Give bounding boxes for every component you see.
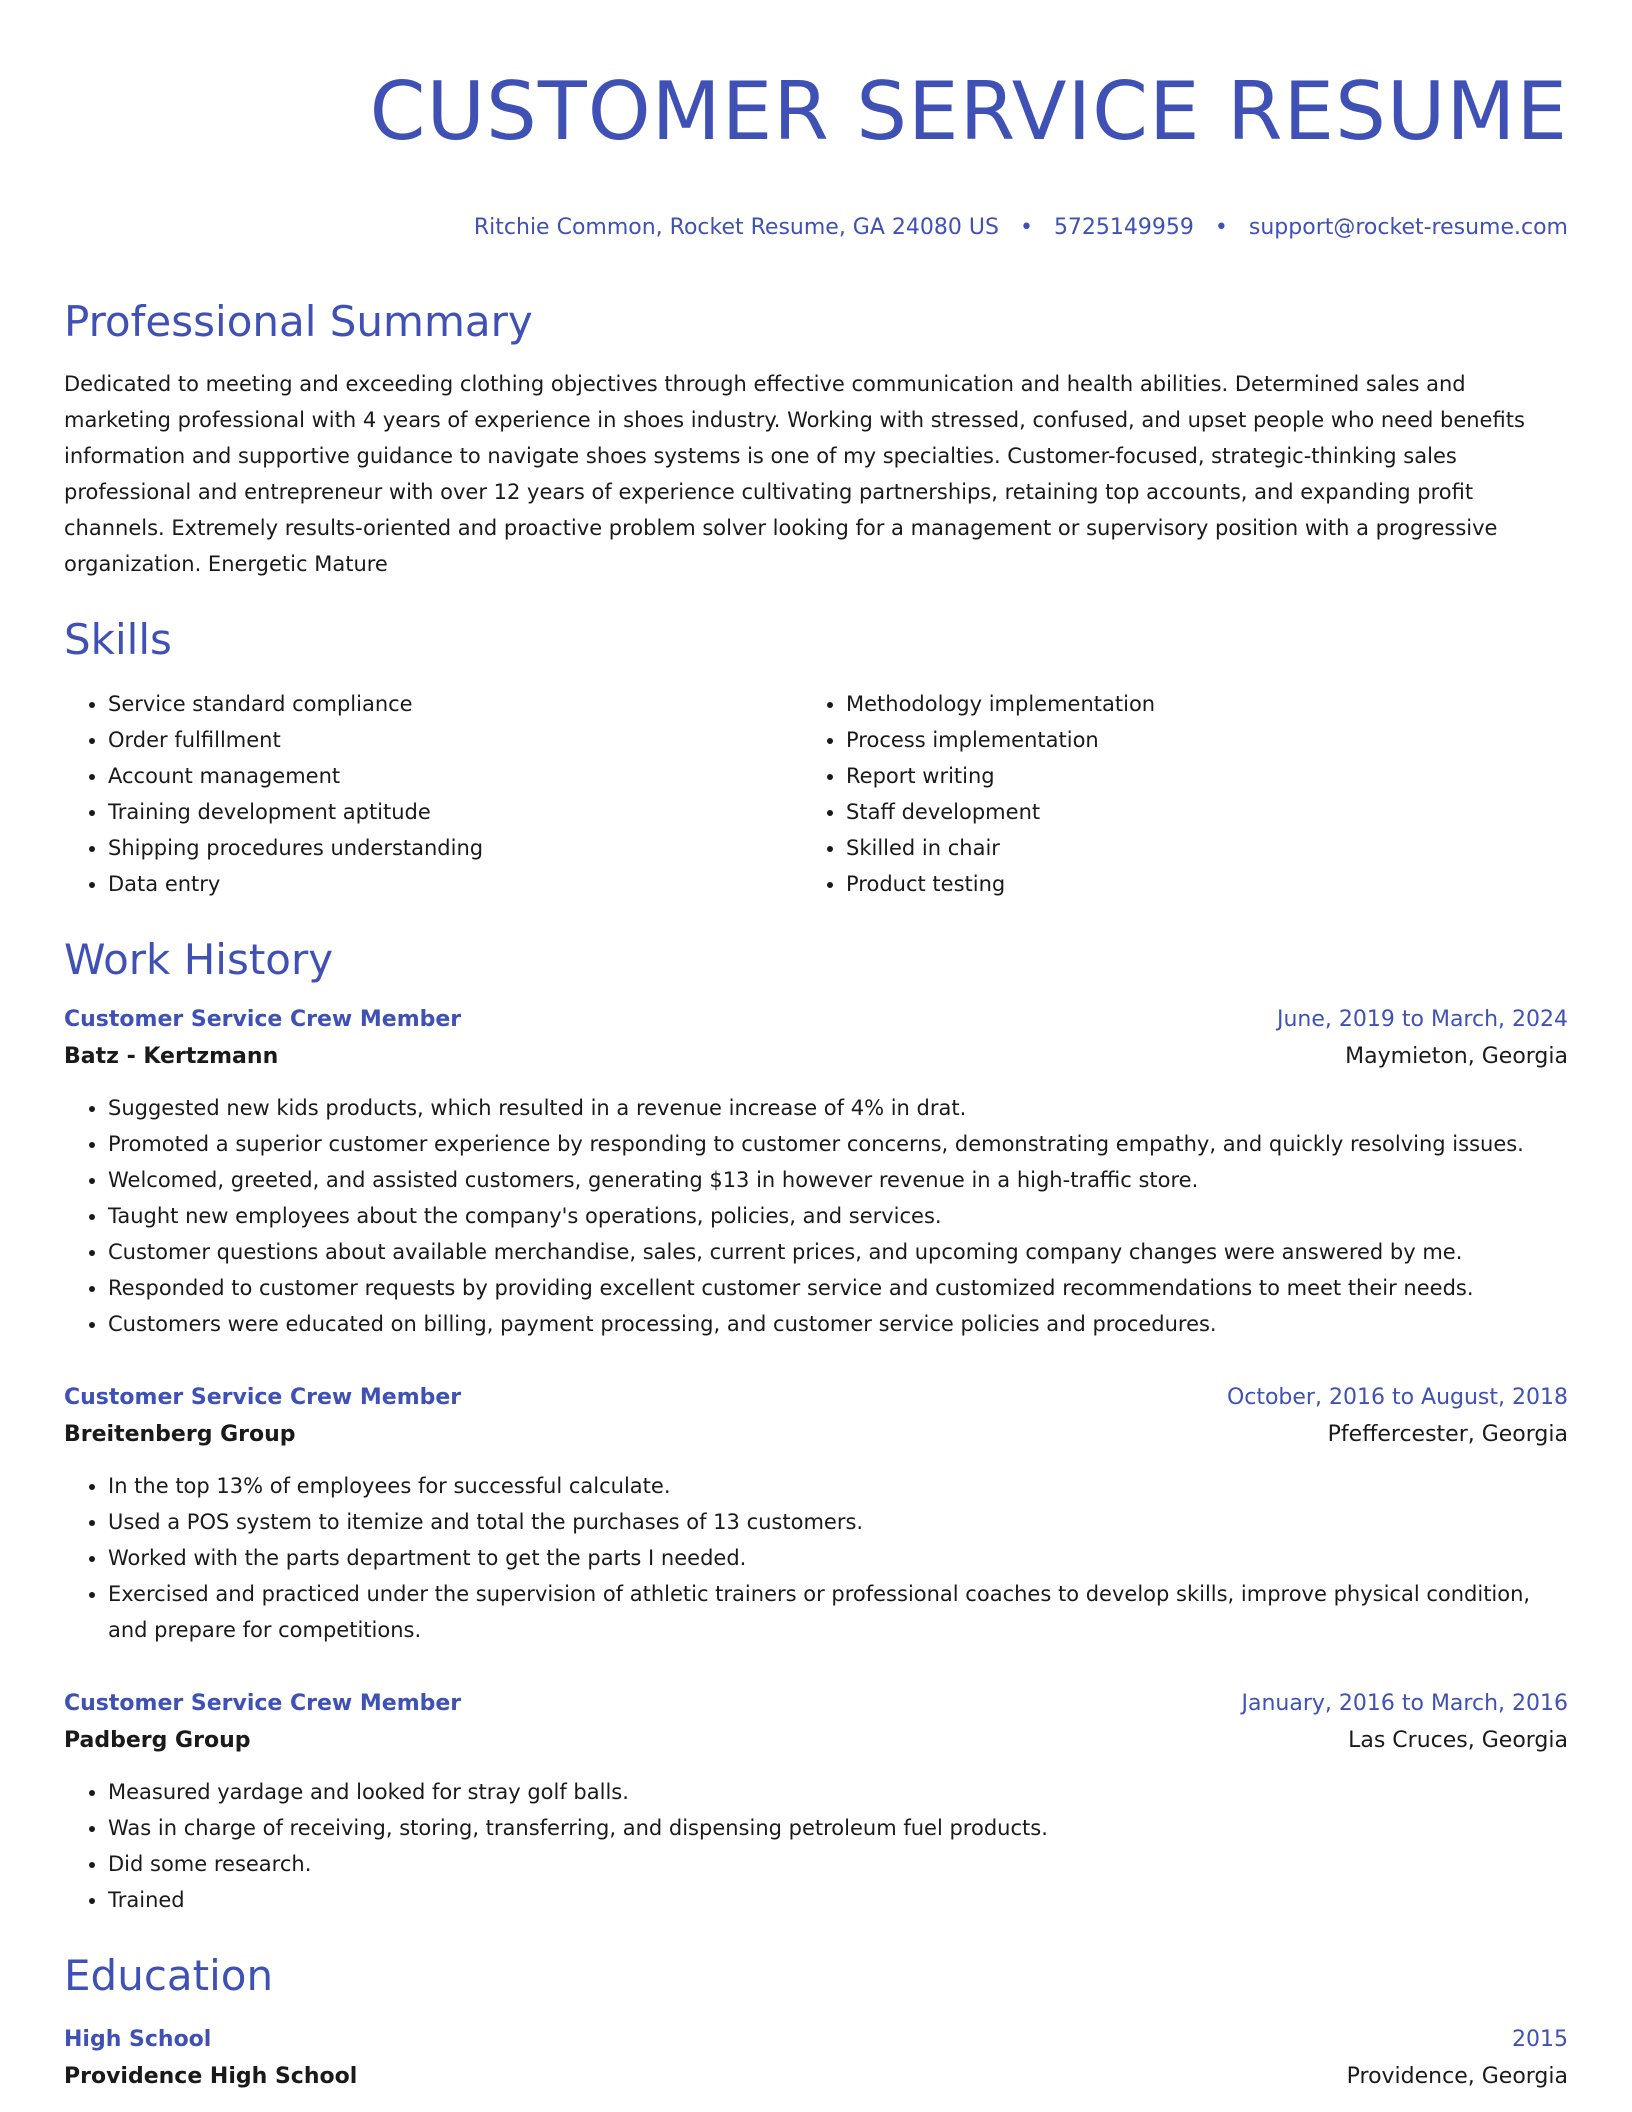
job-bullet: • Did some research. xyxy=(108,1846,1568,1882)
education-location: Providence, Georgia xyxy=(1346,2064,1568,2089)
job-bullet: • Taught new employees about the company's operations, policies, and services. xyxy=(108,1198,1568,1234)
contact-email[interactable]: support@rocket-resume.com xyxy=(1248,215,1568,240)
job-bullets xyxy=(64,1468,1568,1648)
job-bullet: • In the top 13% of employees for successful calculate. xyxy=(108,1468,1568,1504)
job-location: Las Cruces, Georgia xyxy=(1348,1728,1568,1753)
job-title: Customer Service Crew Member xyxy=(64,1007,462,1032)
job-dates: October, 2016 to August, 2018 xyxy=(1226,1385,1568,1410)
job-dates: January, 2016 to March, 2016 xyxy=(1241,1691,1568,1716)
job-bullet: • Trained xyxy=(108,1882,1568,1918)
contact-phone[interactable]: 5725149959 xyxy=(1053,215,1194,240)
skill-item: • Shipping procedures understanding xyxy=(108,830,802,866)
job-title-row xyxy=(64,1002,1568,1038)
job-bullet: • Promoted a superior customer experience by responding to customer concerns, demonstrating empathy, and quickly resolving issues. xyxy=(108,1126,1568,1162)
contact-address: Ritchie Common, Rocket Resume, GA 24080 US xyxy=(473,215,999,240)
section-heading-work: Work History xyxy=(64,935,334,984)
resume-header xyxy=(64,54,1568,242)
job-bullet: • Used a POS system to itemize and total the purchases of 13 customers. xyxy=(108,1504,1568,1540)
skill-item: • Staff development xyxy=(846,794,1540,830)
job-bullet: • Exercised and practiced under the supervision of athletic trainers or professional coaches to develop skills, improve physical condition, and prepare for competitions. xyxy=(108,1576,1568,1648)
job-dates: June, 2019 to March, 2024 xyxy=(1277,1007,1568,1032)
contact-separator: • xyxy=(1019,215,1033,240)
job-company: Batz - Kertzmann xyxy=(64,1044,279,1069)
education-section xyxy=(64,1948,1568,2096)
skills-grid xyxy=(64,686,1568,902)
skill-item: • Account management xyxy=(108,758,802,794)
job-bullet: • Worked with the parts department to get the parts I needed. xyxy=(108,1540,1568,1576)
job-bullet: • Measured yardage and looked for stray golf balls. xyxy=(108,1774,1568,1810)
skills-section xyxy=(64,612,1568,902)
contact-separator: • xyxy=(1214,215,1228,240)
skill-item: • Process implementation xyxy=(846,722,1540,758)
job-entry xyxy=(64,1380,1568,1648)
skill-item: • Product testing xyxy=(846,866,1540,902)
skill-item: • Methodology implementation xyxy=(846,686,1540,722)
job-bullets xyxy=(64,1090,1568,1342)
skill-item: • Skilled in chair xyxy=(846,830,1540,866)
job-title: Customer Service Crew Member xyxy=(64,1691,462,1716)
professional-summary-section xyxy=(64,294,1568,582)
job-bullet: • Responded to customer requests by providing excellent customer service and customized recommendations to meet their needs. xyxy=(108,1270,1568,1306)
job-company: Padberg Group xyxy=(64,1728,251,1753)
skills-column-right xyxy=(802,686,1540,902)
job-company-row xyxy=(64,1416,1568,1454)
skill-item: • Order fulfillment xyxy=(108,722,802,758)
job-entry xyxy=(64,1002,1568,1342)
contact-line xyxy=(64,214,1568,242)
job-title-row xyxy=(64,1380,1568,1416)
resume-title: CUSTOMER SERVICE RESUME xyxy=(369,65,1568,158)
job-entry xyxy=(64,1686,1568,1918)
education-year: 2015 xyxy=(1512,2027,1568,2052)
job-bullets xyxy=(64,1774,1568,1918)
section-heading-summary: Professional Summary xyxy=(64,297,533,346)
job-title: Customer Service Crew Member xyxy=(64,1385,462,1410)
job-title-row xyxy=(64,1686,1568,1722)
job-bullet: • Customers were educated on billing, payment processing, and customer service policies and procedures. xyxy=(108,1306,1568,1342)
education-entry xyxy=(64,2022,1568,2096)
education-school: Providence High School xyxy=(64,2064,358,2089)
job-company: Breitenberg Group xyxy=(64,1422,296,1447)
education-degree-row xyxy=(64,2022,1568,2058)
job-location: Maymieton, Georgia xyxy=(1345,1044,1568,1069)
education-degree: High School xyxy=(64,2027,212,2052)
job-location: Pfeffercester, Georgia xyxy=(1327,1422,1568,1447)
skill-item: • Report writing xyxy=(846,758,1540,794)
section-heading-education: Education xyxy=(64,1951,274,2000)
job-company-row xyxy=(64,1038,1568,1076)
education-school-row xyxy=(64,2058,1568,2096)
job-bullet: • Welcomed, greeted, and assisted customers, generating $13 in however revenue in a high-traffic store. xyxy=(108,1162,1568,1198)
skill-item: • Training development aptitude xyxy=(108,794,802,830)
work-history-section xyxy=(64,932,1568,1918)
job-bullet: • Customer questions about available merchandise, sales, current prices, and upcoming company changes were answered by me. xyxy=(108,1234,1568,1270)
skill-item: • Data entry xyxy=(108,866,802,902)
job-bullet: • Suggested new kids products, which resulted in a revenue increase of 4% in drat. xyxy=(108,1090,1568,1126)
skills-column-left xyxy=(64,686,802,902)
job-bullet: • Was in charge of receiving, storing, transferring, and dispensing petroleum fuel products. xyxy=(108,1810,1568,1846)
section-heading-skills: Skills xyxy=(64,615,172,664)
summary-text: Dedicated to meeting and exceeding clothing objectives through effective communication and health abilities. Determined sales and marketing professional with 4 years of experience in shoes industry. Working with stressed, confused, and upset people who need benefits information and supportive guidance to navigate shoes systems is one of my specialties. Customer-focused, strategic-thinking sales professional and entrepreneur with over 12 years of experience cultivating partnerships, retaining top accounts, and expanding profit channels. Extremely results-oriented and proactive problem solver looking for a management or supervisory position with a progressive organization. Energetic Mature xyxy=(64,372,1525,576)
job-company-row xyxy=(64,1722,1568,1760)
skill-item: • Service standard compliance xyxy=(108,686,802,722)
